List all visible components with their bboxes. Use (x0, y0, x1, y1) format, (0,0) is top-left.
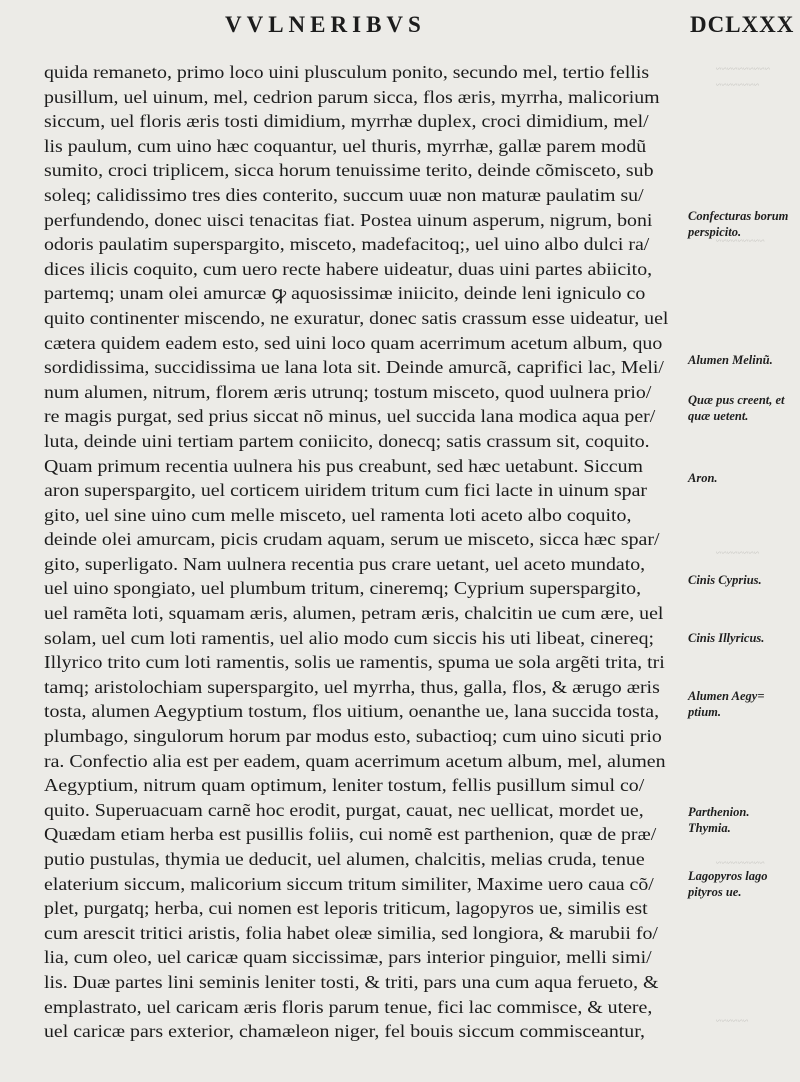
margin-note: Quæ pus creent, et quæ uetent. (688, 393, 785, 423)
text-line: re magis purgat, sed prius siccat nõ minus, uel succida lana modica aqua per/ (44, 406, 656, 427)
show-through-mark: ~~~~~~ (716, 1016, 749, 1027)
text-line: lis. Duæ partes lini seminis leniter tosti, & triti, pars una cum aqua ferueto, & (44, 971, 659, 992)
text-line: plet, purgatq; herba, cui nomen est leporis triticum, lagopyros ue, similis est (44, 898, 648, 919)
folio-number: DCLXXX (690, 12, 795, 37)
text-line: perfundendo, donec uisci tenacitas fiat. Postea uinum asperum, nigrum, boni (44, 209, 653, 230)
margin-note: Alumen Aegy= ptium. (688, 689, 765, 719)
show-through-mark: ~~~~~~~~~~ (716, 64, 771, 75)
show-through-mark: ~~~~~~~~ (716, 80, 760, 91)
text-line: Illyrico trito cum loti ramentis, solis ue ramentis, spuma ue sola argẽti trita, tri (44, 652, 665, 673)
text-line: soleq; calidissimo tres dies conterito, succum uuæ non maturæ paulatim su/ (44, 184, 644, 205)
text-line: cum arescit tritici aristis, folia habet oleæ similia, sed longiora, & marubii fo/ (44, 922, 658, 943)
text-line: dices ilicis coquito, cum uero recte habere uideatur, duas uini partes abiicito, (44, 258, 653, 279)
text-line: aron superspargito, uel corticem uiridem tritum cum fici lacte in uinum spar (44, 480, 648, 501)
text-line: Aegyptium, nitrum quam optimum, leniter tostum, fellis pusillum simul co/ (44, 775, 645, 796)
text-line: solam, uel cum loti ramentis, uel alio modo cum siccis his uti libeat, cinereq; (44, 627, 655, 648)
show-through-mark: ~~~~~~~~~ (716, 236, 765, 247)
text-line: lis paulum, cum uino hæc coquantur, uel thuris, myrrhæ, gallæ parem modũ (44, 135, 647, 156)
text-line: luta, deinde uini tertiam partem coniicito, donecq; satis crassum sit, coquito. (44, 430, 650, 451)
text-line: partemq; unam olei amurcæ ꝙ aquosissimæ iniicito, deinde leni igniculo co (44, 283, 646, 304)
margin-note: Parthenion. Thymia. (688, 805, 750, 835)
text-line: Quam primum recentia uulnera his pus creabunt, sed hæc uetabunt. Siccum (44, 455, 644, 476)
show-through-mark: ~~~~~~~~ (716, 548, 760, 559)
text-line: tamq; aristolochiam superspargito, uel myrrha, thus, galla, flos, & ærugo æris (44, 676, 660, 697)
margin-note: Lagopyros lago pityros ue. (688, 869, 768, 899)
margin-note: Cinis Illyricus. (688, 631, 765, 645)
text-line: tosta, alumen Aegyptium tostum, flos uitium, oenanthe ue, lana succida tosta, (44, 701, 660, 722)
margin-note: Aron. (688, 471, 718, 485)
text-line: pusillum, uel uinum, mel, cedrion parum sicca, flos æris, myrrha, malicorium (44, 86, 660, 107)
text-line: emplastrato, uel caricam æris floris parum tenue, fici lac commisce, & utere, (44, 996, 653, 1017)
text-line: sordidissima, succidissima ue lana lota sit. Deinde amurcã, caprifici lac, Meli/ (44, 357, 664, 378)
text-line: uel caricæ pars exterior, chamæleon niger, fel bouis siccum commisceantur, (44, 1021, 645, 1042)
text-line: putio pustulas, thymia ue deducit, uel alumen, chalcitis, melias cruda, tenue (44, 849, 645, 869)
text-line: gito, uel sine uino cum melle misceto, uel ramenta loti aceto albo coquito, (44, 504, 632, 525)
text-line: siccum, uel floris æris tosti dimidium, myrrhæ duplex, croci dimidium, mel/ (44, 111, 649, 132)
text-line: deinde olei amurcam, picis crudam aquam, serum ue misceto, sicca hæc spar/ (44, 529, 660, 550)
main-text-column (44, 60, 684, 1044)
text-line: elaterium siccum, malicorium siccum tritum similiter, Maxime uero caua cõ/ (44, 873, 654, 894)
margin-note: Confecturas borum perspicito. (688, 209, 789, 239)
text-line: uel uino spongiato, uel plumbum tritum, cineremq; Cyprium superspargito, (44, 578, 642, 599)
text-line: sumito, croci triplicem, sicca horum tenuissime terito, deinde cõmisceto, sub (44, 160, 654, 181)
text-line: odoris paulatim superspargito, misceto, madefacitoq;, uel uino albo dulci ra/ (44, 234, 650, 255)
text-line: lia, cum oleo, uel caricæ quam siccissimæ, pars interior pinguior, melli simi/ (44, 947, 652, 968)
text-line: cætera quidem eadem esto, sed uini loco quam acerrimum acetum album, quo (44, 332, 663, 353)
margin-note: Cinis Cyprius. (688, 573, 762, 587)
text-line: plumbago, singulorum horum par modus esto, subactioq; cum uino sicuti prio (44, 726, 662, 747)
text-line: num alumen, nitrum, florem æris utrunq; tostum misceto, quod uulnera prio/ (44, 381, 652, 402)
text-line: quito continenter miscendo, ne exuratur, donec satis crassum esse uideatur, uel (44, 307, 669, 328)
text-line: ra. Confectio alia est per eadem, quam acerrimum acetum album, mel, alumen (44, 750, 666, 771)
text-line: uel ramẽta loti, squamam æris, alumen, petram æris, chalcitin ue cum ære, uel (44, 603, 664, 624)
running-head: VVLNERIBVS (225, 12, 426, 37)
text-line: quito. Superuacuam carnẽ hoc erodit, purgat, cauat, nec uellicat, mordet ue, (44, 799, 644, 820)
text-line: gito, superligato. Nam uulnera recentia pus crare uetant, uel aceto mundato, (44, 553, 646, 574)
text-line: quida remaneto, primo loco uini plusculum ponito, secundo mel, tertio fellis (44, 62, 650, 82)
text-line: Quædam etiam herba est pusillis foliis, cui nomẽ est parthenion, quæ de præ/ (44, 824, 657, 845)
margin-note: Alumen Melinũ. (688, 353, 773, 367)
show-through-mark: ~~~~~~~~~ (716, 858, 765, 869)
